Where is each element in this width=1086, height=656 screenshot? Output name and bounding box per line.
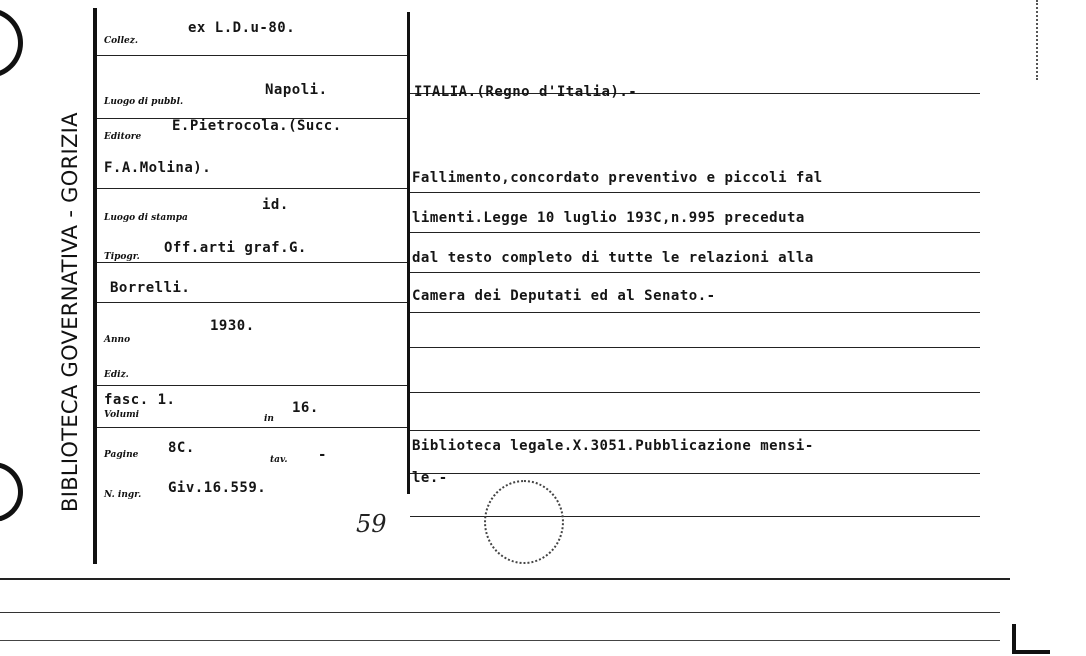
label-anno: Anno (104, 335, 131, 345)
label-volumi: Volumi (104, 410, 140, 420)
series-line-1: Biblioteca legale.X.3051.Pubblicazione mensi- (412, 438, 814, 454)
value-pagine: 8C. (168, 440, 195, 456)
rule (410, 473, 980, 474)
handwritten-number: 59 (356, 510, 387, 538)
value-numero-ingresso: Giv.16.559. (168, 480, 267, 496)
value-luogo-stampa: id. (262, 197, 289, 213)
rule (97, 385, 407, 386)
card-edge-rule (0, 612, 1000, 613)
label-edizione: Ediz. (104, 370, 129, 380)
rule (97, 427, 407, 428)
label-collezione: Collez. (104, 36, 138, 46)
rule (410, 192, 980, 193)
series-line-2: le.- (412, 470, 448, 486)
title-line-1: Fallimento,concordato preventivo e piccoli fal (412, 170, 823, 186)
label-numero-ingresso: N. ingr. (104, 490, 142, 500)
card-edge-rule (0, 640, 1000, 641)
rule (97, 262, 407, 263)
rule (410, 430, 980, 431)
value-volumi: fasc. 1. (104, 392, 176, 408)
rule (410, 392, 980, 393)
title-line-4: Camera dei Deputati ed al Senato.- (412, 288, 716, 304)
right-edge-rule (1036, 0, 1038, 80)
label-in: in (264, 414, 274, 424)
value-anno: 1930. (210, 318, 255, 334)
rule (410, 312, 980, 313)
left-margin-rule (93, 8, 97, 564)
value-editore-cont: F.A.Molina). (104, 160, 212, 176)
label-editore: Editore (104, 132, 142, 142)
label-tavole: tav. (270, 455, 288, 465)
value-tavole: - (318, 447, 327, 463)
rule (410, 232, 980, 233)
rule (97, 55, 407, 56)
rule (410, 347, 980, 348)
column-divider (407, 12, 410, 494)
value-editore: E.Pietrocola.(Succ. (172, 118, 342, 134)
card-edge-rule (0, 578, 1010, 580)
rule (97, 302, 407, 303)
library-stamp (484, 480, 564, 564)
label-pagine: Pagine (104, 450, 139, 460)
subject-heading: ITALIA.(Regno d'Italia).- (414, 84, 638, 100)
title-line-2: limenti.Legge 10 luglio 193C,n.995 preceduta (412, 210, 805, 226)
card-hole-bottom (0, 462, 23, 522)
label-tipografia: Tipogr. (104, 252, 140, 262)
corner-mark (1012, 624, 1050, 654)
label-luogo-pubblicazione: Luogo di pubbl. (104, 97, 184, 107)
value-tipografia-cont: Borrelli. (110, 280, 191, 296)
label-luogo-stampa: Luogo di stampa (104, 213, 188, 223)
value-in: 16. (292, 400, 319, 416)
value-tipografia: Off.arti graf.G. (164, 240, 307, 256)
value-luogo-pubblicazione: Napoli. (265, 82, 328, 98)
rule (410, 272, 980, 273)
library-heading: BIBLIOTECA GOVERNATIVA - GORIZIA (58, 112, 82, 512)
card-hole-top (0, 8, 23, 78)
value-collezione: ex L.D.u-80. (188, 20, 296, 36)
title-line-3: dal testo completo di tutte le relazioni alla (412, 250, 814, 266)
rule (97, 188, 407, 189)
